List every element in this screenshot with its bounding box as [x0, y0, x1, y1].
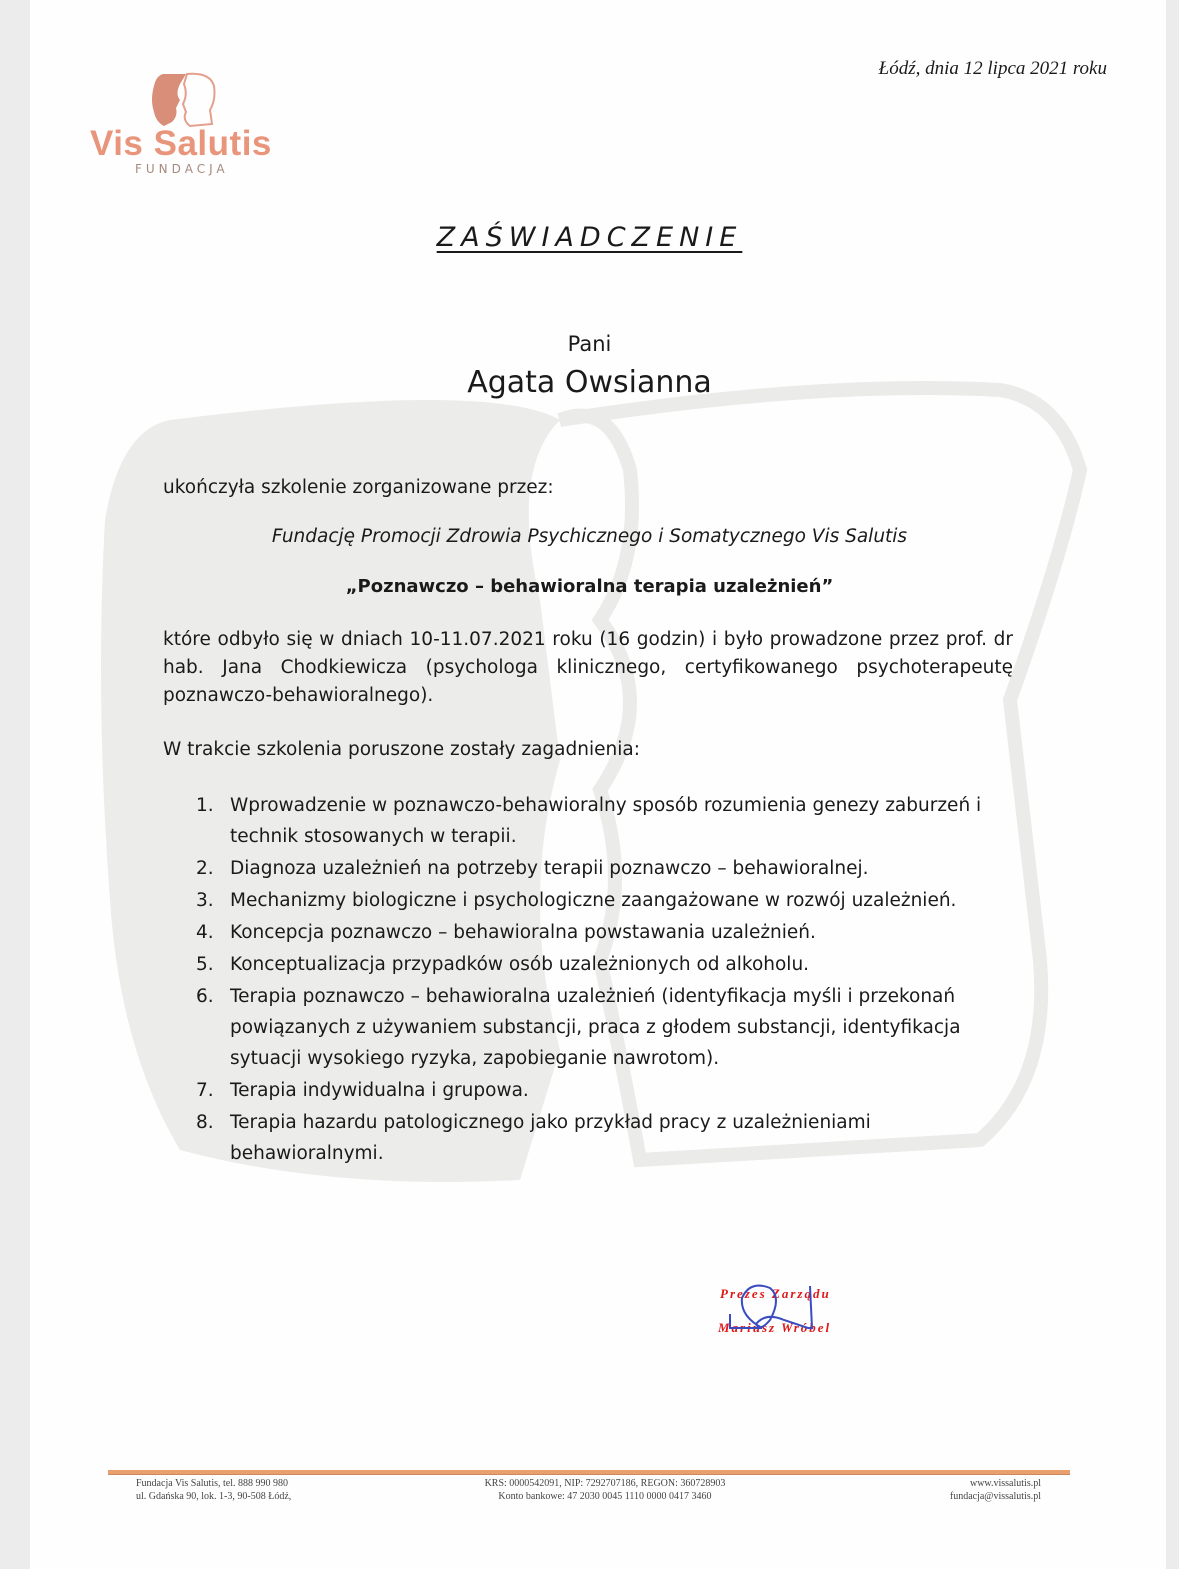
signature-name: Mariusz Wróbel: [718, 1320, 832, 1335]
topics-intro: W trakcie szkolenia poruszone zostały zagadnienia:: [163, 739, 640, 760]
course-details: które odbyło się w dniach 10-11.07.2021 roku (16 godzin) i było prowadzone przez prof. dr hab. Jana Chodkiewicza (psychologa klinicznego, certyfikowanego psychoterapeutę poznawczo-behawioralnego).: [163, 629, 1013, 706]
item-number: 1.: [196, 795, 214, 816]
document-date: Łódź, dnia 12 lipca 2021 roku: [878, 58, 1107, 79]
footer-phone: Fundacja Vis Salutis, tel. 888 990 980: [136, 1478, 288, 1489]
footer-bank: Konto bankowe: 47 2030 0045 1110 0000 0417 3460: [498, 1491, 712, 1502]
item-number: 6.: [196, 986, 214, 1007]
logo-subtitle: FUNDACJA: [135, 162, 229, 176]
item-text: Diagnoza uzależnień na potrzeby terapii poznawczo – behawioralnej.: [230, 858, 869, 879]
faces-logo-icon: [90, 72, 290, 132]
document-title: [0, 222, 1179, 253]
topics-list: [190, 790, 990, 1170]
footer-website[interactable]: www.vissalutis.pl: [969, 1478, 1041, 1489]
footer-ids: KRS: 0000542091, NIP: 7292707186, REGON: 360728903: [484, 1478, 726, 1489]
list-item: [190, 981, 990, 1074]
item-number: 2.: [196, 858, 214, 879]
item-number: 5.: [196, 954, 214, 975]
intro-text: ukończyła szkolenie zorganizowane przez:: [163, 477, 554, 498]
logo-name: Vis Salutis: [90, 124, 272, 163]
footer-address: [136, 1477, 291, 1503]
item-text: Mechanizmy biologiczne i psychologiczne zaangażowane w rozwój uzależnień.: [230, 890, 957, 911]
list-item: [190, 790, 990, 852]
item-text: Terapia indywidualna i grupowa.: [230, 1080, 529, 1101]
footer-contact: [950, 1477, 1041, 1503]
item-number: 8.: [196, 1112, 214, 1133]
list-item: [190, 1075, 990, 1106]
footer-divider: [108, 1470, 1070, 1475]
organizer-name: Fundację Promocji Zdrowia Psychicznego i Somatycznego Vis Salutis: [271, 526, 908, 547]
item-text: Terapia poznawczo – behawioralna uzależnień (identyfikacja myśli i przekonań powiązanych z używaniem substancji, praca z głodem substancji, identyfikacja sytuacji wysokiego ryzyka, zapobieganie nawrotom).: [230, 986, 961, 1069]
signature-stamp: [700, 1276, 850, 1346]
item-text: Konceptualizacja przypadków osób uzależnionych od alkoholu.: [230, 954, 810, 975]
item-number: 7.: [196, 1080, 214, 1101]
item-text: Koncepcja poznawczo – behawioralna powstawania uzależnień.: [230, 922, 816, 943]
footer-registry: [440, 1477, 770, 1503]
foundation-logo: [90, 72, 290, 182]
list-item: [190, 853, 990, 884]
item-text: Terapia hazardu patologicznego jako przykład pracy z uzależnieniami behawioralnymi.: [230, 1112, 871, 1164]
footer-email[interactable]: fundacja@vissalutis.pl: [949, 1491, 1041, 1502]
item-number: 4.: [196, 922, 214, 943]
handwritten-signature-icon: [700, 1276, 850, 1346]
list-item: [190, 885, 990, 916]
title-text: ZAŚWIADCZENIE: [436, 222, 743, 253]
signature-title: Prezes Zarządu: [720, 1286, 831, 1301]
item-text: Wprowadzenie w poznawczo-behawioralny sposób rozumienia genezy zaburzeń i technik stosowanych w terapii.: [230, 795, 982, 847]
course-name: „Poznawczo – behawioralna terapia uzależnień”: [345, 576, 834, 597]
footer-street: ul. Gdańska 90, lok. 1-3, 90-508 Łódź,: [136, 1491, 292, 1502]
item-number: 3.: [196, 890, 214, 911]
list-item: [190, 949, 990, 980]
list-item: [190, 917, 990, 948]
recipient-salutation: Pani: [567, 332, 612, 356]
recipient-name: Agata Owsianna: [467, 365, 712, 400]
list-item: [190, 1107, 990, 1169]
